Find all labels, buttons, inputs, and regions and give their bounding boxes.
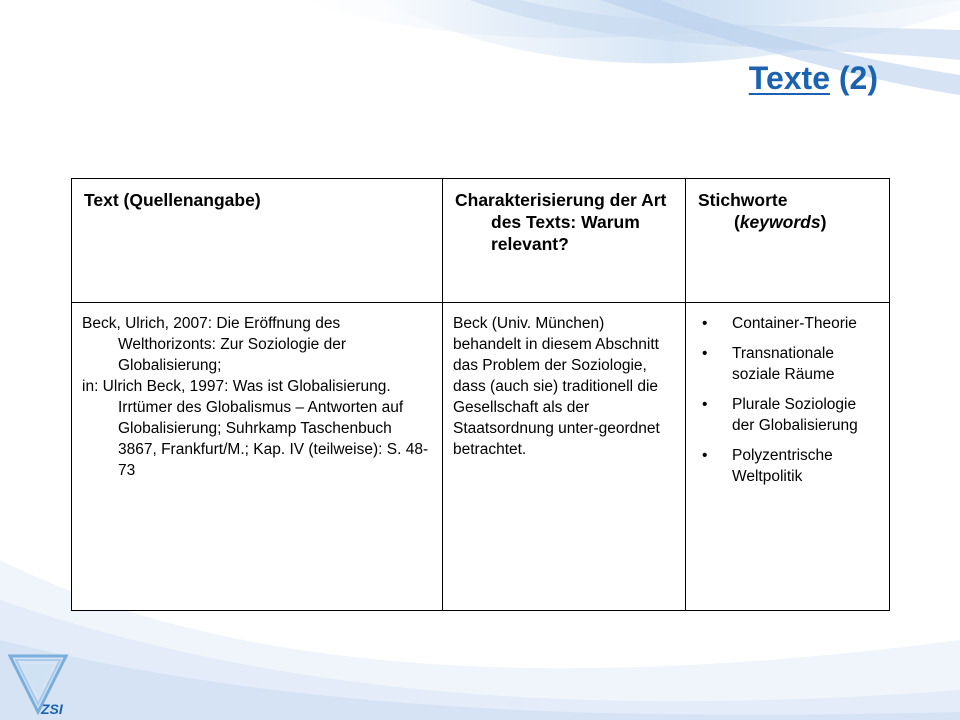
source-citation-secondary: in: Ulrich Beck, 1997: Was ist Globalisierung. Irrtümer des Globalismus – Antworten auf Globalisierung; Suhrkamp Taschenbuch 3867, Frankfurt/M.; Kap. IV (teilweise): S. 48-73 — [82, 378, 429, 479]
header-source-label: Text (Quellenangabe) — [84, 190, 261, 210]
title-number: (2) — [830, 60, 878, 96]
keyword-text: Polyzentrische Weltpolitik — [732, 447, 833, 485]
slide-title — [749, 60, 878, 97]
list-item — [696, 445, 879, 487]
zsi-logo-graphic — [8, 654, 78, 716]
list-item — [696, 394, 879, 436]
keyword-text: Plurale Soziologie der Globalisierung — [732, 396, 858, 434]
header-keywords-prefix: Stichworte ( — [698, 190, 788, 232]
keyword-text: Container-Theorie — [732, 315, 857, 332]
header-keywords-italic: keywords — [739, 212, 821, 232]
title-link[interactable]: Texte — [748, 60, 830, 96]
header-characterization — [443, 179, 686, 303]
bullet-icon: • — [702, 345, 708, 362]
characterization-text: Beck (Univ. München) behandelt in diesem Abschnitt das Problem der Soziologie, dass (auch sie) traditionell die Gesellschaft als der Staatsordnung unter-geordnet betrachtet. — [453, 315, 660, 458]
table-header-row — [72, 179, 890, 303]
bullet-icon: • — [702, 447, 708, 464]
header-characterization-label: Charakterisierung der Art des Texts: Warum relevant? — [455, 190, 667, 254]
header-keywords — [686, 179, 890, 303]
keyword-text: Transnationale soziale Räume — [732, 345, 835, 383]
cell-keywords — [686, 303, 890, 611]
list-item — [696, 343, 879, 385]
header-source — [72, 179, 443, 303]
source-citation-primary: Beck, Ulrich, 2007: Die Eröffnung des Welthorizonts: Zur Soziologie der Globalisierung; — [82, 315, 347, 374]
sources-table — [71, 178, 890, 611]
cell-characterization — [443, 303, 686, 611]
table-row — [72, 303, 890, 611]
header-keywords-label — [698, 189, 877, 233]
zsi-logo-icon — [8, 654, 78, 720]
cell-source — [72, 303, 443, 611]
list-item — [696, 313, 879, 334]
keyword-list — [696, 313, 879, 487]
bullet-icon: • — [702, 315, 708, 332]
header-keywords-suffix: ) — [820, 212, 827, 232]
logo-text: ZSI — [41, 701, 63, 716]
bullet-icon: • — [702, 396, 708, 413]
